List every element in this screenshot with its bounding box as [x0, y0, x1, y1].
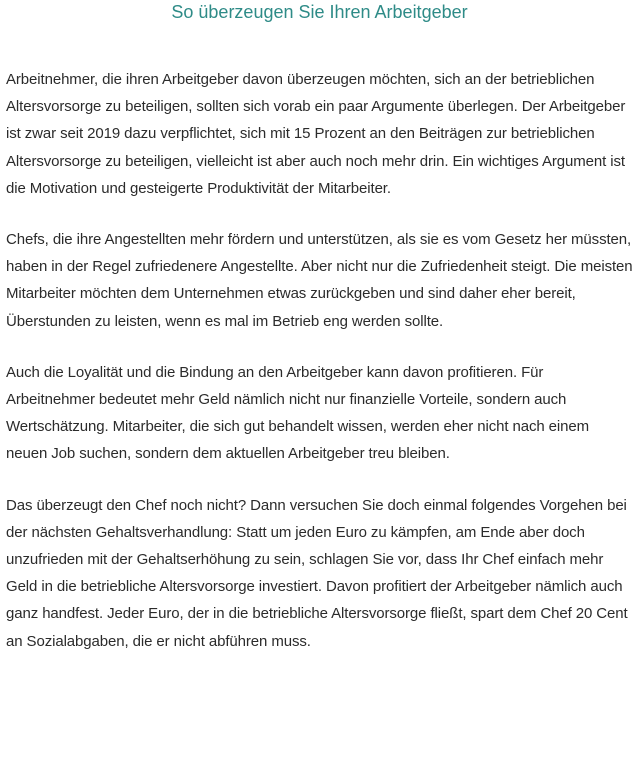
paragraph-loyalty: Auch die Loyalität und die Bindung an den Arbeitgeber kann davon profitieren. Für Arbeitnehmer bedeutet mehr Geld nämlich nicht nur finanzielle Vorteile, sondern auch Wertschätzung. Mitarbeiter, die sich gut behandelt wissen, werden eher nicht nach einem neuen Job suchen, sondern dem aktuellen Arbeitgeber treu bleiben. — [6, 363, 590, 463]
paragraph-motivation: Arbeitnehmer, die ihren Arbeitgeber davon überzeugen möchten, sich an der betrieblichen Altersvorsorge zu beteiligen, sollten sich vorab ein paar Argumente überlegen. Der Arbeitgeber ist zwar seit 2019 dazu verpflichtet, sich mit 15 Prozent an den Beiträgen zur betrieblichen Altersvorsorge zu beteiligen, vielleicht ist aber auch noch mehr drin. Ein wichtiges Argument ist die Motivation und gesteigerte Produktivität der Mitarbeiter. — [6, 71, 626, 197]
article-title: So überzeugen Sie Ihren Arbeitgeber — [171, 2, 468, 22]
paragraph-satisfaction: Chefs, die ihre Angestellten mehr fördern und unterstützen, als sie es vom Gesetz her müssten, haben in der Regel zufriedenere Angestellte. Aber nicht nur die Zufriedenheit steigt. Die meisten Mitarbeiter möchten dem Unternehmen etwas zurückgeben und sind daher eher bereit, Überstunden zu leisten, wenn es mal im Betrieb eng werden sollte. — [6, 231, 633, 330]
paragraph-negotiation: Das überzeugt den Chef noch nicht? Dann versuchen Sie doch einmal folgendes Vorgehen bei der nächsten Gehaltsverhandlung: Statt um jeden Euro zu kämpfen, am Ende aber doch unzufrieden mit der Gehaltserhöhung zu sein, schlagen Sie vor, dass Ihr Chef einfach mehr Geld in die betriebliche Altersvorsorge investiert. Davon profitiert der Arbeitgeber nämlich auch ganz handfest. Jeder Euro, der in die betriebliche Altersvorsorge fließt, spart dem Chef 20 Cent an Sozialabgaben, die er nicht abführen muss. — [6, 496, 628, 650]
